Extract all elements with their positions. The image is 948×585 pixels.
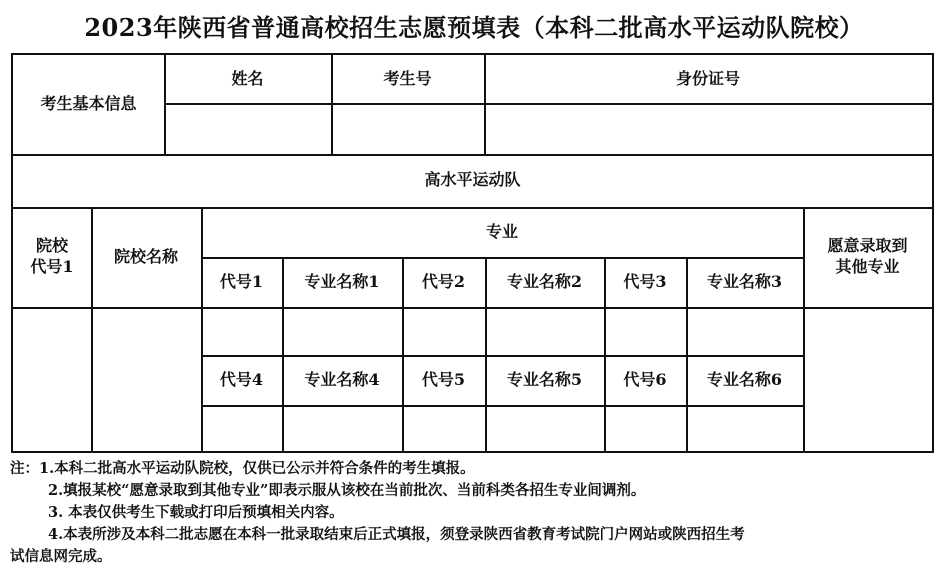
- major-name-2-header: 专业名称2: [506, 271, 583, 291]
- note-3: 3. 本表仅供考生下载或打印后预填相关内容。: [48, 504, 344, 521]
- major-code-5-header: 代号5: [421, 369, 466, 389]
- accept-other-major-field[interactable]: [804, 308, 932, 451]
- note-2: 2.填报某校“愿意录取到其他专业”即表示服从该校在当前批次、当前科类各招生专业间调剂。: [48, 482, 646, 499]
- major-code-2-field[interactable]: [403, 308, 485, 355]
- major-name-6-field[interactable]: [687, 406, 803, 451]
- page-title: 2023年陕西省普通高校招生志愿预填表（本科二批高水平运动队院校）: [84, 13, 864, 42]
- major-name-1-header: 专业名称1: [304, 271, 380, 291]
- major-name-6-header: 专业名称6: [706, 369, 783, 389]
- major-name-4-field[interactable]: [283, 406, 402, 451]
- major-code-2-header: 代号2: [421, 271, 466, 291]
- major-code-4-field[interactable]: [202, 406, 282, 451]
- major-header: 专业: [485, 221, 518, 241]
- id-number-header: 身份证号: [675, 68, 740, 88]
- school-name-header: 院校名称: [113, 246, 178, 266]
- notes-section: [10, 458, 940, 568]
- note-4-continued: 试信息网完成。: [10, 548, 112, 565]
- school-code-field[interactable]: [13, 308, 91, 451]
- basic-info-label: 考生基本信息: [40, 94, 137, 114]
- major-name-5-header: 专业名称5: [506, 369, 583, 389]
- major-name-3-header: 专业名称3: [706, 271, 783, 291]
- school-code-header: 院校 代号1: [30, 236, 74, 276]
- major-code-6-header: 代号6: [623, 369, 667, 389]
- school-name-field[interactable]: [92, 308, 201, 451]
- major-code-6-field[interactable]: [605, 406, 686, 451]
- name-header: 姓名: [231, 68, 264, 88]
- major-name-5-field[interactable]: [486, 406, 604, 451]
- note-1: 注：1.本科二批高水平运动队院校，仅供已公示并符合条件的考生填报。: [10, 460, 475, 477]
- major-name-4-header: 专业名称4: [304, 369, 380, 389]
- id-number-field[interactable]: [485, 104, 932, 154]
- major-code-1-field[interactable]: [202, 308, 282, 355]
- major-code-4-header: 代号4: [219, 369, 264, 389]
- major-code-1-header: 代号1: [219, 271, 264, 291]
- exam-number-field[interactable]: [332, 104, 484, 154]
- name-field[interactable]: [165, 104, 331, 154]
- note-4: 4.本表所涉及本科二批志愿在本科一批录取结束后正式填报，须登录陕西省教育考试院门户网站或陕西招生考: [48, 526, 745, 543]
- major-name-2-field[interactable]: [486, 308, 604, 355]
- major-code-3-header: 代号3: [623, 271, 667, 291]
- application-form-table: [11, 53, 934, 453]
- exam-number-header: 考生号: [383, 68, 432, 88]
- major-name-3-field[interactable]: [687, 308, 803, 355]
- major-code-5-field[interactable]: [403, 406, 485, 451]
- major-code-3-field[interactable]: [605, 308, 686, 355]
- accept-other-major-header: 愿意录取到 其他专业: [827, 236, 908, 276]
- section-title: 高水平运动队: [424, 170, 521, 190]
- major-name-1-field[interactable]: [283, 308, 402, 355]
